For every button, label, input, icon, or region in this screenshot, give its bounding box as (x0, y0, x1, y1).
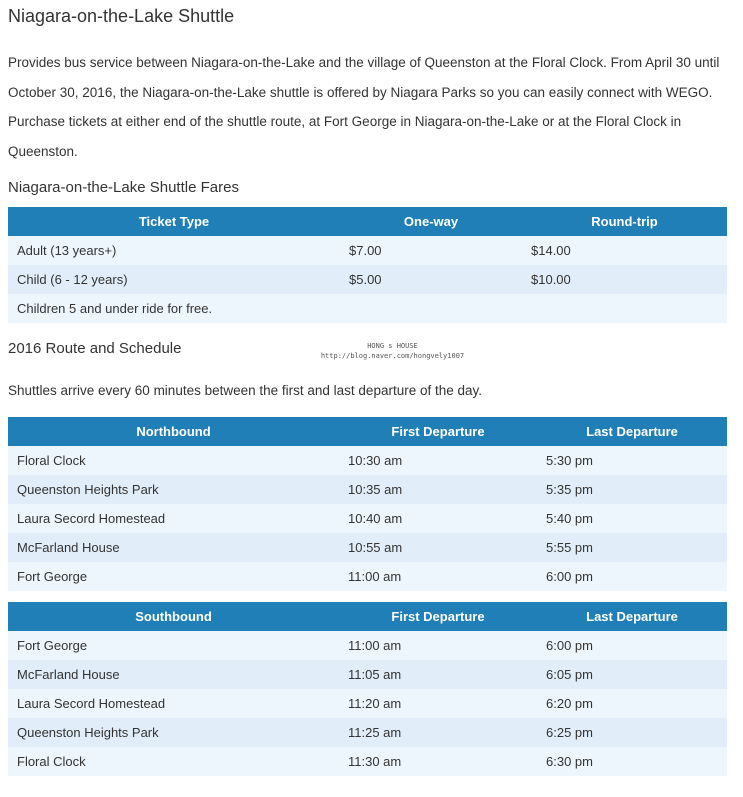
table-row (8, 236, 727, 265)
blog-watermark (305, 341, 480, 361)
frequency-note: Shuttles arrive every 60 minutes between the first and last departure of the day. (8, 383, 483, 398)
col-header-round-trip: Round-trip (522, 207, 727, 236)
page-title: Niagara-on-the-Lake Shuttle (8, 6, 235, 26)
last-departure-cell: 5:40 pm (537, 504, 727, 533)
stop-cell: Fort George (8, 562, 339, 591)
table-row (8, 533, 727, 562)
stop-cell: McFarland House (8, 533, 339, 562)
fares-note-row (8, 294, 727, 323)
table-row (8, 504, 727, 533)
southbound-header-row (8, 602, 727, 631)
table-row (8, 265, 727, 294)
col-header-ticket-type: Ticket Type (8, 207, 340, 236)
col-header-last-departure: Last Departure (537, 417, 727, 446)
last-departure-cell: 5:55 pm (537, 533, 727, 562)
table-row (8, 689, 727, 718)
stop-cell: Queenston Heights Park (8, 718, 339, 747)
first-departure-cell: 11:00 am (339, 631, 537, 660)
stop-cell: Laura Secord Homestead (8, 689, 339, 718)
table-row (8, 631, 727, 660)
one-way-price-cell: $7.00 (340, 236, 522, 265)
last-departure-cell: 6:05 pm (537, 660, 727, 689)
first-departure-cell: 10:55 am (339, 533, 537, 562)
ticket-type-cell: Adult (13 years+) (8, 236, 340, 265)
last-departure-cell: 5:30 pm (537, 446, 727, 475)
route-heading-row (8, 325, 735, 367)
stop-cell: Floral Clock (8, 446, 339, 475)
table-row (8, 747, 727, 776)
watermark-url: http://blog.naver.com/hongvely1007 (320, 352, 465, 360)
last-departure-cell: 6:30 pm (537, 747, 727, 776)
free-ride-note: Children 5 and under ride for free. (8, 294, 727, 323)
first-departure-cell: 11:25 am (339, 718, 537, 747)
table-row (8, 475, 727, 504)
stop-cell: Queenston Heights Park (8, 475, 339, 504)
fares-table (8, 207, 727, 323)
last-departure-cell: 6:00 pm (537, 562, 727, 591)
first-departure-cell: 10:30 am (339, 446, 537, 475)
one-way-price-cell: $5.00 (340, 265, 522, 294)
northbound-table (8, 417, 727, 591)
col-header-last-departure: Last Departure (537, 602, 727, 631)
watermark-title: HONG s HOUSE (367, 342, 418, 350)
col-header-southbound: Southbound (8, 602, 339, 631)
last-departure-cell: 5:35 pm (537, 475, 727, 504)
southbound-table (8, 602, 727, 776)
first-departure-cell: 11:30 am (339, 747, 537, 776)
col-header-first-departure: First Departure (339, 417, 537, 446)
last-departure-cell: 6:25 pm (537, 718, 727, 747)
fares-header-row (8, 207, 727, 236)
table-row (8, 446, 727, 475)
stop-cell: Fort George (8, 631, 339, 660)
route-heading: 2016 Route and Schedule (8, 340, 182, 357)
last-departure-cell: 6:00 pm (537, 631, 727, 660)
first-departure-cell: 10:35 am (339, 475, 537, 504)
first-departure-cell: 10:40 am (339, 504, 537, 533)
table-row (8, 660, 727, 689)
col-header-northbound: Northbound (8, 417, 339, 446)
round-trip-price-cell: $10.00 (522, 265, 727, 294)
northbound-header-row (8, 417, 727, 446)
ticket-type-cell: Child (6 - 12 years) (8, 265, 340, 294)
first-departure-cell: 11:05 am (339, 660, 537, 689)
col-header-first-departure: First Departure (339, 602, 537, 631)
round-trip-price-cell: $14.00 (522, 236, 727, 265)
stop-cell: Laura Secord Homestead (8, 504, 339, 533)
first-departure-cell: 11:00 am (339, 562, 537, 591)
stop-cell: McFarland House (8, 660, 339, 689)
intro-paragraph: Provides bus service between Niagara-on-the-Lake and the village of Queenston at the Floral Clock. From April 30 until October 30, 2016, the Niagara-on-the-Lake shuttle is offered by Niagara Parks so you can easily connect with WEGO. Purchase tickets at either end of the shuttle route, at Fort George in Niagara-on-the-Lake or at the Floral Clock in Queenston. (8, 55, 720, 159)
col-header-one-way: One-way (340, 207, 522, 236)
table-row (8, 562, 727, 591)
table-row (8, 718, 727, 747)
fares-heading: Niagara-on-the-Lake Shuttle Fares (8, 179, 239, 196)
last-departure-cell: 6:20 pm (537, 689, 727, 718)
stop-cell: Floral Clock (8, 747, 339, 776)
first-departure-cell: 11:20 am (339, 689, 537, 718)
